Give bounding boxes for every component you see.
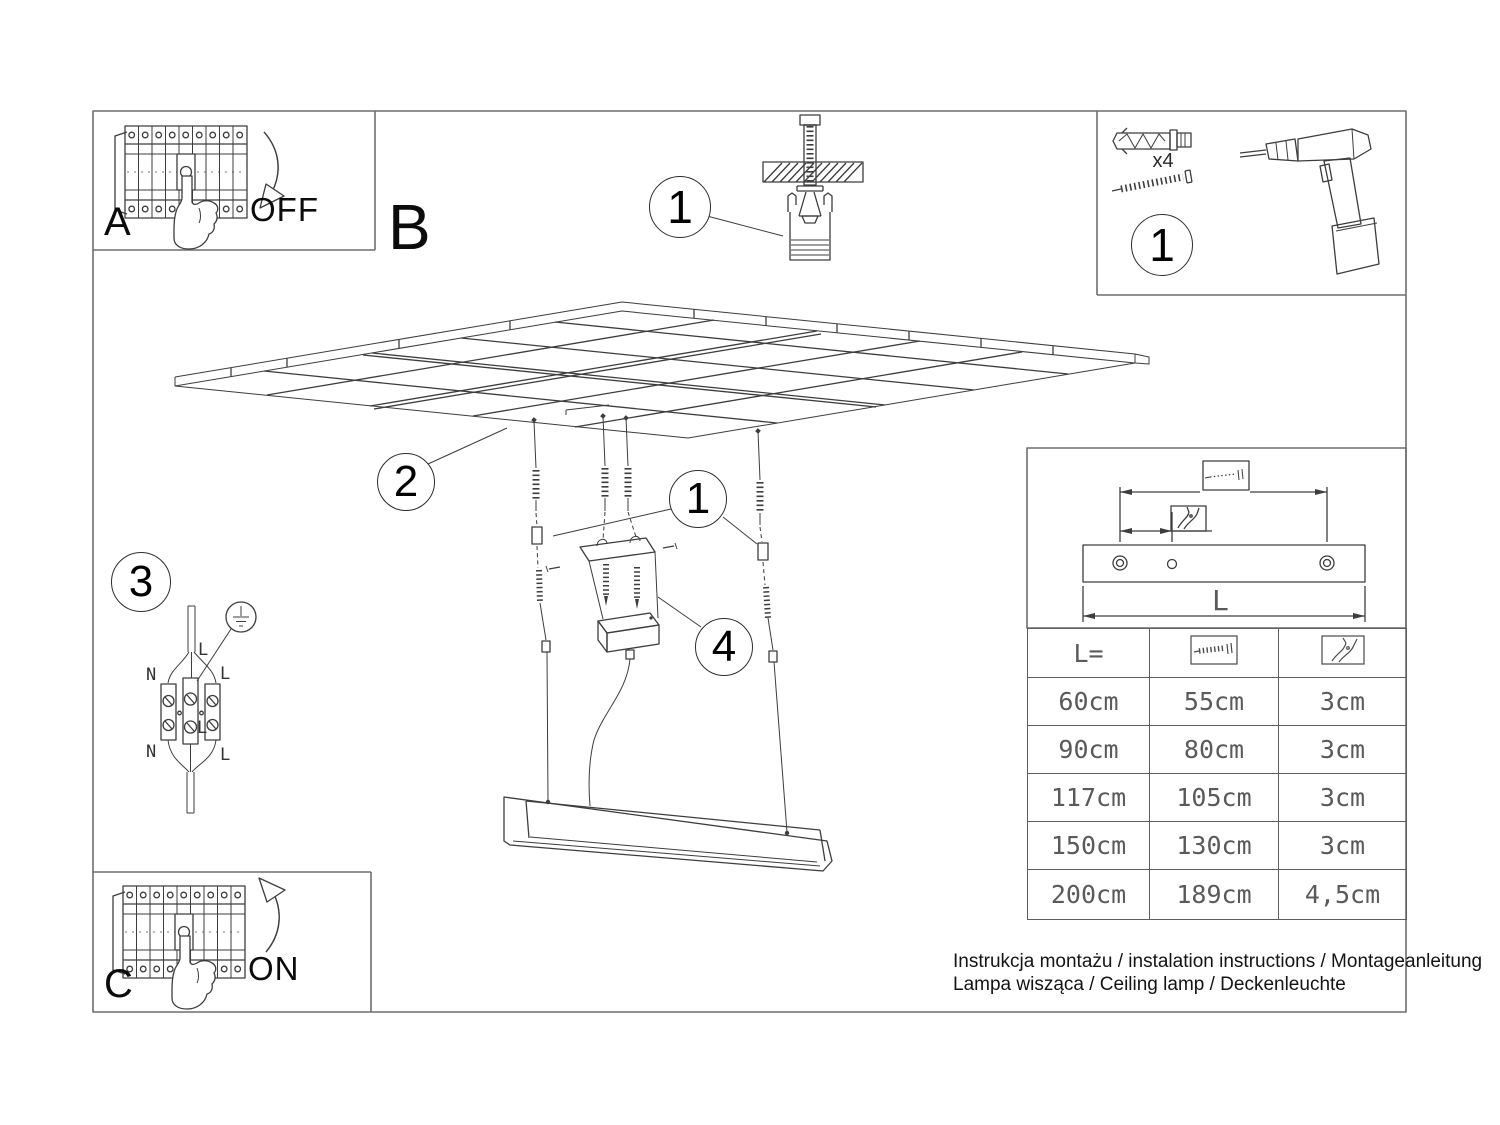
canopy-illustration bbox=[546, 536, 701, 806]
callout-wiring bbox=[111, 552, 171, 612]
table-header-row bbox=[1028, 629, 1407, 678]
cell-length: 90cm bbox=[1028, 726, 1150, 774]
breaker-on-label: ON bbox=[248, 950, 300, 987]
callout-leader bbox=[428, 428, 507, 464]
arrow-up-head bbox=[259, 878, 285, 902]
cell-length: 200cm bbox=[1028, 870, 1150, 920]
table-header-screw bbox=[1150, 629, 1279, 678]
cell-screw-distance: 130cm bbox=[1150, 822, 1279, 870]
wire-line-label-top: L bbox=[220, 664, 231, 684]
instruction-title-line: Instrukcja montażu / instalation instructions / Montageanleitung bbox=[953, 951, 1483, 972]
drill-icon bbox=[1240, 129, 1379, 274]
circuit-breaker-off-icon bbox=[115, 126, 284, 249]
product-title-line: Lampa wisząca / Ceiling lamp / Deckenleuchte bbox=[953, 974, 1346, 995]
breaker-off-label: OFF bbox=[250, 191, 319, 228]
cell-cable-margin: 3cm bbox=[1279, 774, 1407, 822]
wire-line-label-bottom: L bbox=[220, 745, 231, 765]
terminal-block-icon bbox=[161, 606, 220, 813]
suspended-ceiling-illustration bbox=[175, 302, 1149, 464]
screw-icon bbox=[1189, 634, 1239, 666]
table-row bbox=[1028, 726, 1407, 774]
cell-length: 60cm bbox=[1028, 678, 1150, 726]
wire-neutral-label-bottom: N bbox=[146, 742, 157, 762]
callout-ceiling bbox=[377, 453, 435, 511]
table-header-length: L= bbox=[1028, 629, 1150, 678]
callout-number: 1 bbox=[667, 181, 693, 233]
title-block bbox=[953, 950, 1482, 996]
cell-screw-distance: 105cm bbox=[1150, 774, 1279, 822]
dowel-quantity-label: x4 bbox=[1152, 150, 1174, 172]
screw-icon bbox=[1112, 170, 1192, 191]
cell-screw-distance: 55cm bbox=[1150, 678, 1279, 726]
circuit-breaker-on-icon bbox=[113, 878, 285, 1009]
cell-cable-margin: 3cm bbox=[1279, 822, 1407, 870]
section-c-label: C bbox=[104, 962, 133, 1006]
callout-canopy bbox=[695, 618, 753, 676]
section-a-label: A bbox=[104, 200, 131, 244]
callout-number: 2 bbox=[393, 457, 419, 506]
callout-number: 3 bbox=[128, 557, 154, 606]
cell-cable-margin: 3cm bbox=[1279, 726, 1407, 774]
table-row bbox=[1028, 870, 1407, 920]
callout-anchor-detail bbox=[649, 176, 711, 238]
callout-leader bbox=[723, 517, 757, 544]
screw-icon bbox=[1203, 461, 1249, 490]
suspension-hardware bbox=[531, 413, 789, 835]
section-b-label: B bbox=[388, 191, 431, 263]
cell-screw-distance: 80cm bbox=[1150, 726, 1279, 774]
pendant-lamp-illustration bbox=[504, 797, 832, 871]
table-row bbox=[1028, 774, 1407, 822]
table-row bbox=[1028, 822, 1407, 870]
table-row bbox=[1028, 678, 1407, 726]
spacing-table bbox=[1027, 628, 1407, 920]
wire-stripper-icon bbox=[1320, 634, 1366, 666]
cell-length: 117cm bbox=[1028, 774, 1150, 822]
length-dimension-label: L bbox=[1212, 584, 1229, 617]
callout-number: 1 bbox=[1149, 219, 1175, 271]
callout-number: 1 bbox=[685, 474, 711, 523]
wire-stripper-icon bbox=[1171, 506, 1206, 531]
power-cable bbox=[589, 659, 630, 806]
wire-neutral-label-top: N bbox=[146, 665, 157, 685]
wire-line-label-middle: L bbox=[197, 718, 208, 738]
cell-screw-distance: 189cm bbox=[1150, 870, 1279, 920]
cell-cable-margin: 4,5cm bbox=[1279, 870, 1407, 920]
cell-length: 150cm bbox=[1028, 822, 1150, 870]
wire-line-label-cable: L bbox=[198, 640, 209, 660]
cell-cable-margin: 3cm bbox=[1279, 678, 1407, 726]
callout-leader bbox=[553, 509, 671, 536]
callout-anchors bbox=[669, 470, 727, 528]
table-header-cable bbox=[1279, 629, 1407, 678]
callout-leader bbox=[707, 216, 783, 236]
callout-tools bbox=[1131, 214, 1193, 276]
ceiling-anchor-detail-icon bbox=[707, 115, 863, 260]
callout-number: 4 bbox=[711, 622, 737, 671]
callout-leader bbox=[658, 597, 701, 627]
